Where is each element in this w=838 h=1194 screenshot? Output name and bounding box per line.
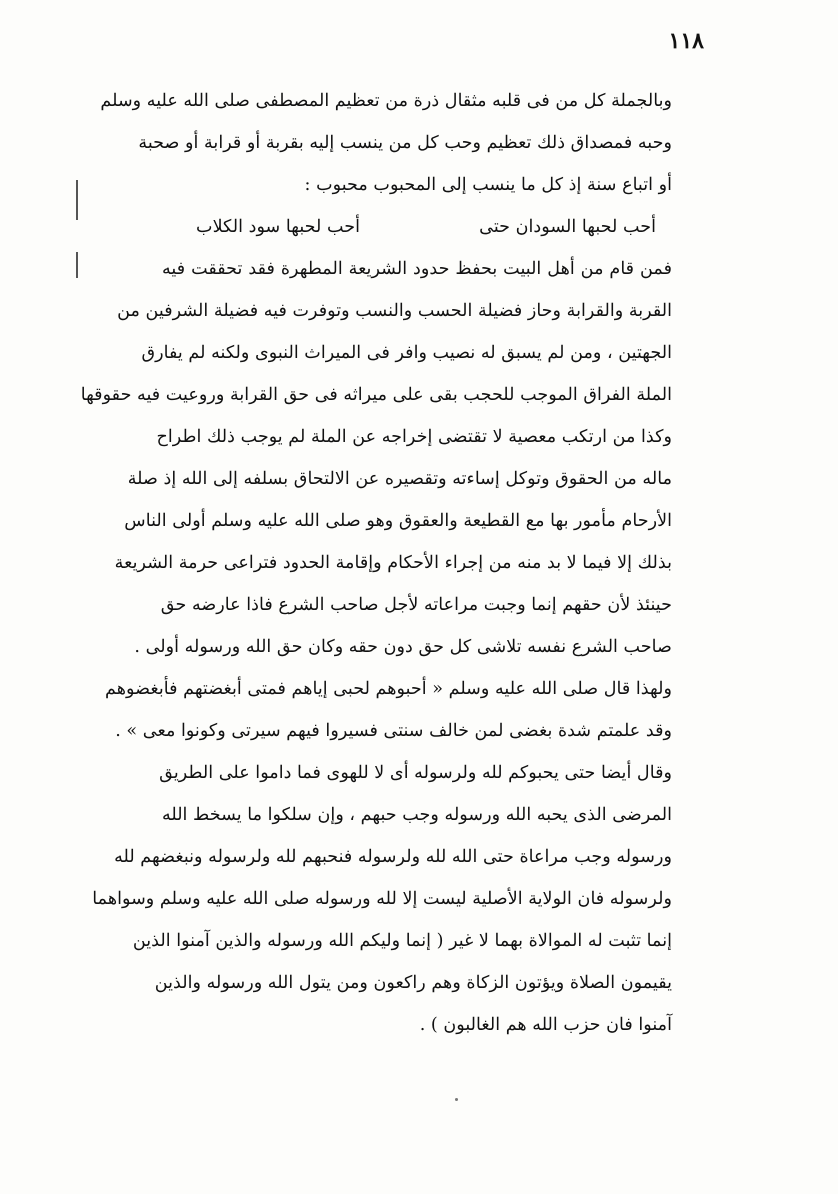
text-line: وحبه فمصداق ذلك تعظيم وحب كل من ينسب إليه بقربة أو قرابة أو صحبة — [138, 133, 672, 153]
body-text — [80, 80, 672, 1046]
text-line: ولهذا قال صلى الله عليه وسلم « أحبوهم لحبى إياهم فمتى أبغضتهم فأبغضوهم — [105, 679, 672, 699]
text-line: ماله من الحقوق وتوكل إساءته وتقصيره عن الالتحاق بسلفه إلى الله إذ صلة — [127, 469, 672, 489]
text-line: يقيمون الصلاة ويؤتون الزكاة وهم راكعون ومن يتول الله ورسوله والذين — [154, 973, 672, 993]
verse-second-hemistich: أحب لحبها سود الكلاب — [196, 217, 361, 237]
text-line: الجهتين ، ومن لم يسبق له نصيب وافر فى الميراث النبوى ولكنه لم يفارق — [141, 343, 672, 363]
poetry-verse — [162, 206, 672, 248]
text-line: فمن قام من أهل البيت بحفظ حدود الشريعة المطهرة فقد تحققت فيه — [162, 259, 672, 279]
text-line: حينئذ لأن حقهم إنما وجبت مراعاته لأجل صاحب الشرع فاذا عارضه حق — [160, 595, 672, 615]
text-line: القربة والقرابة وحاز فضيلة الحسب والنسب وتوفرت فيه فضيلة الشرفين من — [117, 301, 672, 321]
text-line: وكذا من ارتكب معصية لا تقتضى إخراجه عن الملة لم يوجب ذلك اطراح — [156, 427, 672, 447]
text-line: أو اتباع سنة إذ كل ما ينسب إلى المحبوب محبوب : — [304, 175, 672, 195]
text-line: آمنوا فان حزب الله هم الغالبون ) . — [419, 1015, 672, 1035]
verse-first-hemistich: أحب لحبها السودان حتى — [479, 217, 656, 237]
text-line: الأرحام مأمور بها مع القطيعة والعقوق وهو صلى الله عليه وسلم أولى الناس — [124, 511, 672, 531]
paper-speck — [455, 1098, 458, 1101]
text-line: بذلك إلا فيما لا بد منه من إجراء الأحكام وإقامة الحدود فتراعى حرمة الشريعة — [114, 553, 672, 573]
text-line: وبالجملة كل من فى قلبه مثقال ذرة من تعظيم المصطفى صلى الله عليه وسلم — [100, 91, 672, 111]
text-line: الملة الفراق الموجب للحجب بقى على ميراثه فى حق القرابة وروعيت فيه حقوقها — [80, 385, 672, 405]
text-line: وقال أيضا حتى يحبوكم لله ولرسوله أى لا للهوى فما داموا على الطريق — [159, 763, 672, 783]
text-line: إنما تثبت له الموالاة بهما لا غير ( إنما وليكم الله ورسوله والذين آمنوا الذين — [132, 931, 672, 951]
page-number: ١١٨ — [668, 28, 704, 54]
text-line: وقد علمتم شدة بغضى لمن خالف سنتى فسيروا فيهم سيرتى وكونوا معى » . — [115, 721, 672, 741]
text-line: المرضى الذى يحبه الله ورسوله وجب حبهم ، وإن سلكوا ما يسخط الله — [161, 805, 672, 825]
margin-mark — [76, 252, 78, 278]
text-line: ولرسوله فان الولاية الأصلية ليست إلا لله ورسوله صلى الله عليه وسلم وسواهما — [92, 889, 672, 909]
margin-mark — [76, 180, 78, 220]
text-line: صاحب الشرع نفسه تلاشى كل حق دون حقه وكان حق الله ورسوله أولى . — [134, 637, 672, 657]
text-line: ورسوله وجب مراعاة حتى الله لله ولرسوله فنحبهم لله ولرسوله ونبغضهم لله — [114, 847, 672, 867]
